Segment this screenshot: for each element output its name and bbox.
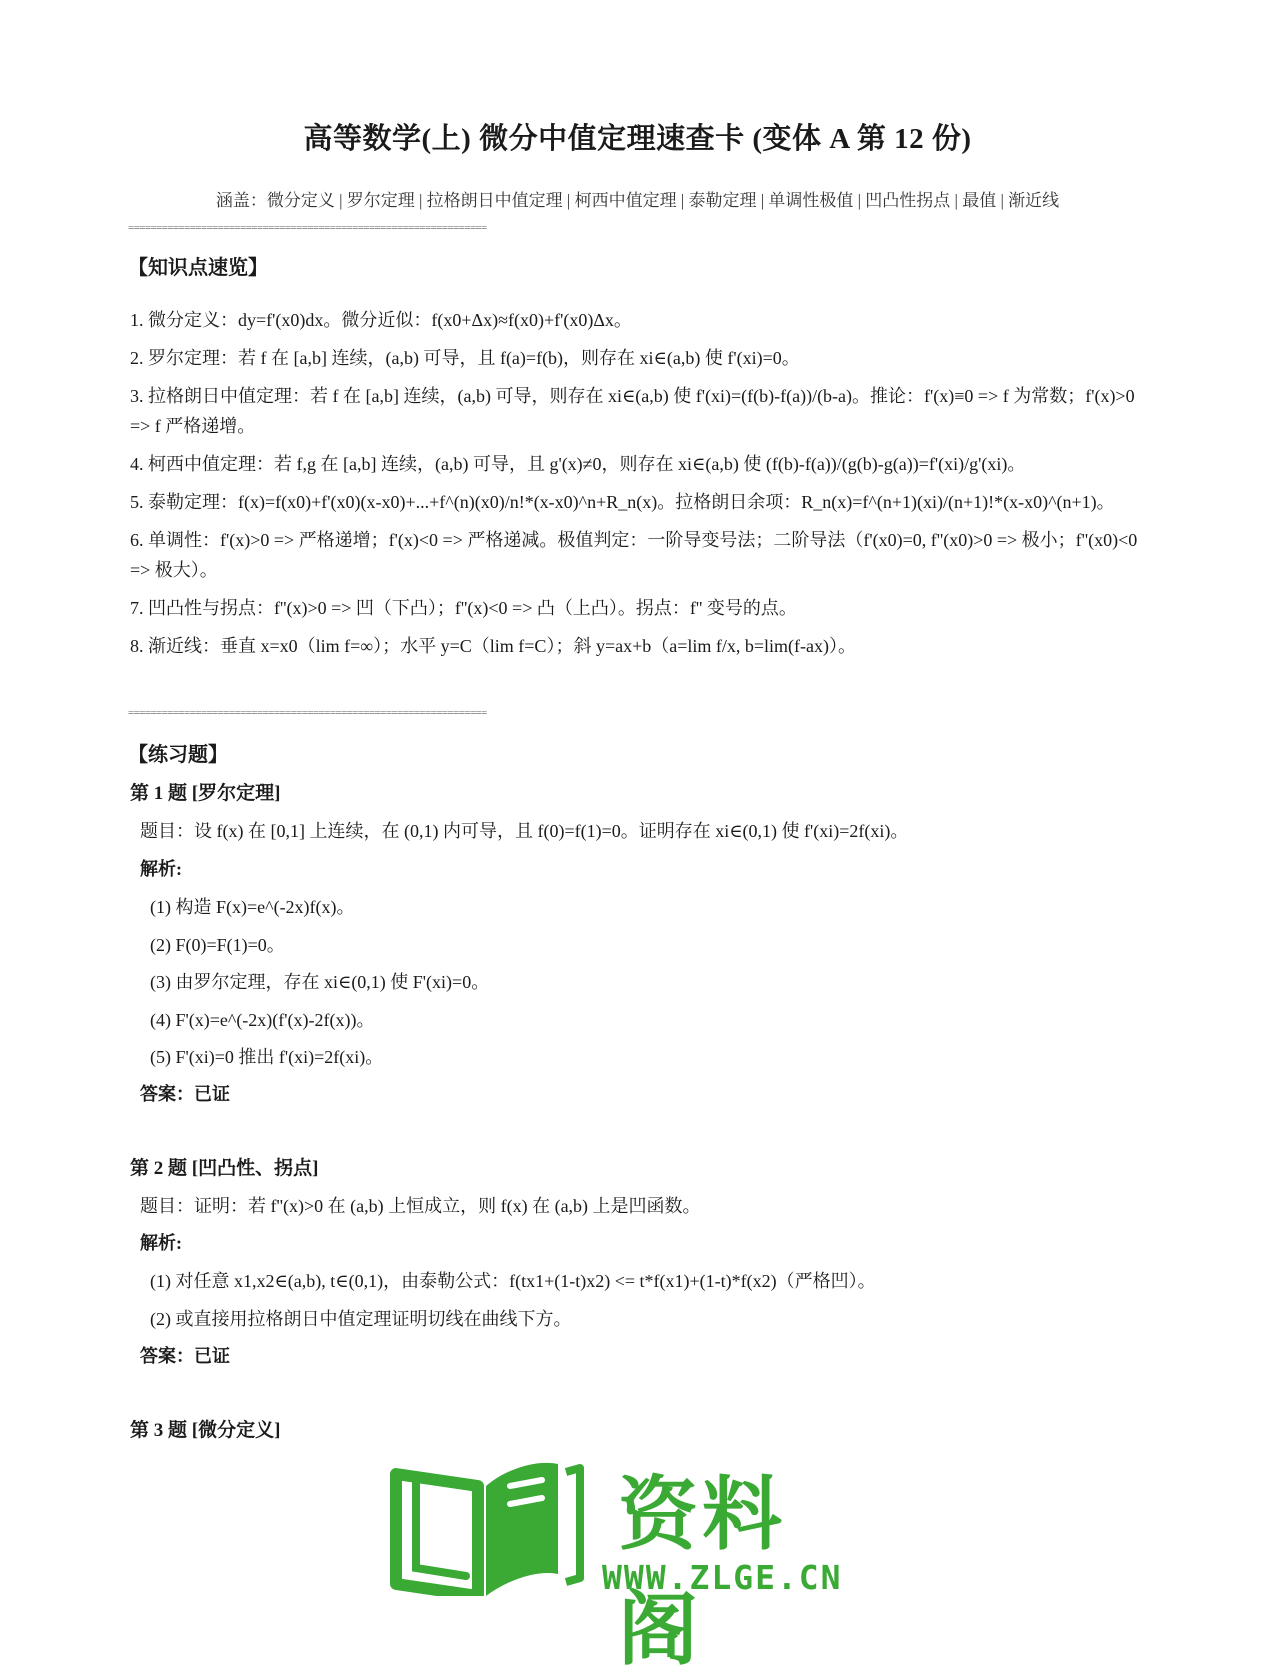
question-1-body: 题目：设 f(x) 在 [0,1] 上连续，在 (0,1) 内可导，且 f(0)=f(1)=0。证明存在 xi∈(0,1) 使 f'(xi)=2f(xi)。: [140, 821, 909, 841]
question-2-analysis-label: 解析:: [140, 1233, 182, 1253]
knowledge-item: 4. 柯西中值定理：若 f,g 在 [a,b] 连续，(a,b) 可导，且 g'(x)≠0，则存在 xi∈(a,b) 使 (f(b)-f(a))/(g(b)-g(a))=f'(xi)/g'(xi)。: [130, 454, 1026, 474]
knowledge-item: 1. 微分定义：dy=f'(x0)dx。微分近似：f(x0+Δx)≈f(x0)+f'(x0)Δx。: [130, 310, 632, 330]
question-1-answer: 答案：已证: [140, 1084, 230, 1104]
question-2-answer: 答案：已证: [140, 1346, 230, 1366]
page-title: 高等数学(上) 微分中值定理速查卡 (变体 A 第 12 份): [303, 123, 972, 155]
watermark-logo: [400, 1448, 860, 1676]
knowledge-list: [130, 305, 1145, 669]
question-1-step: (4) F'(x)=e^(-2x)(f'(x)-2f(x))。: [150, 1010, 375, 1030]
knowledge-item: 7. 凹凸性与拐点：f''(x)>0 => 凹（下凸）；f''(x)<0 => 凸（上凸）。拐点：f'' 变号的点。: [130, 598, 797, 618]
knowledge-item: 5. 泰勒定理：f(x)=f(x0)+f'(x0)(x-x0)+...+f^(n)(x0)/n!*(x-x0)^n+R_n(x)。拉格朗日余项：R_n(x)=f^(n+1)(xi)/(n+1)!*(x-x0)^(n+1)。: [130, 492, 1115, 512]
watermark-name: 资料阁: [618, 1468, 786, 1676]
question-2-title: 第 2 题 [凹凸性、拐点]: [130, 1158, 319, 1179]
open-book-icon: [390, 1446, 590, 1596]
question-2-step: (2) 或直接用拉格朗日中值定理证明切线在曲线下方。: [150, 1309, 572, 1329]
question-1-step: (5) F'(xi)=0 推出 f'(xi)=2f(xi)。: [150, 1047, 384, 1067]
watermark-url: WWW.ZLGE.CN: [602, 1558, 843, 1597]
question-1-title: 第 1 题 [罗尔定理]: [130, 783, 281, 804]
exercises-heading: 【练习题】: [128, 744, 228, 766]
knowledge-item: 3. 拉格朗日中值定理：若 f 在 [a,b] 连续，(a,b) 可导，则存在 xi∈(a,b) 使 f'(xi)=(f(b)-f(a))/(b-a)。推论：f'(x)≡0 => f 为常数；f'(x)>0 => f 严格递增。: [130, 386, 1135, 436]
question-1-step: (3) 由罗尔定理，存在 xi∈(0,1) 使 F'(xi)=0。: [150, 972, 490, 992]
question-1-analysis-label: 解析:: [140, 859, 182, 879]
question-1-step: (2) F(0)=F(1)=0。: [150, 935, 285, 955]
question-1-step: (1) 构造 F(x)=e^(-2x)f(x)。: [150, 897, 355, 917]
question-2-body: 题目：证明：若 f''(x)>0 在 (a,b) 上恒成立，则 f(x) 在 (a,b) 上是凹函数。: [140, 1196, 701, 1216]
knowledge-item: 6. 单调性：f'(x)>0 => 严格递增；f'(x)<0 => 严格递减。极值判定：一阶导变号法；二阶导法（f'(x0)=0, f''(x0)>0 => 极小；f''(x0)<0 => 极大）。: [130, 530, 1138, 580]
knowledge-item: 8. 渐近线：垂直 x=x0（lim f=∞）；水平 y=C（lim f=C）；斜 y=ax+b（a=lim f/x, b=lim(f-ax)）。: [130, 636, 856, 656]
divider-middle: ================================================================: [128, 707, 487, 719]
question-3-title: 第 3 题 [微分定义]: [130, 1420, 281, 1441]
page-subtitle: 涵盖：微分定义 | 罗尔定理 | 拉格朗日中值定理 | 柯西中值定理 | 泰勒定理 | 单调性极值 | 凹凸性拐点 | 最值 | 渐近线: [215, 191, 1060, 210]
knowledge-heading: 【知识点速览】: [128, 257, 268, 279]
divider-top: ================================================================: [128, 222, 487, 234]
knowledge-item: 2. 罗尔定理：若 f 在 [a,b] 连续，(a,b) 可导，且 f(a)=f(b)，则存在 xi∈(a,b) 使 f'(xi)=0。: [130, 348, 800, 368]
question-2-step: (1) 对任意 x1,x2∈(a,b), t∈(0,1)，由泰勒公式：f(tx1+(1-t)x2) <= t*f(x1)+(1-t)*f(x2)（严格凹）。: [150, 1271, 876, 1291]
